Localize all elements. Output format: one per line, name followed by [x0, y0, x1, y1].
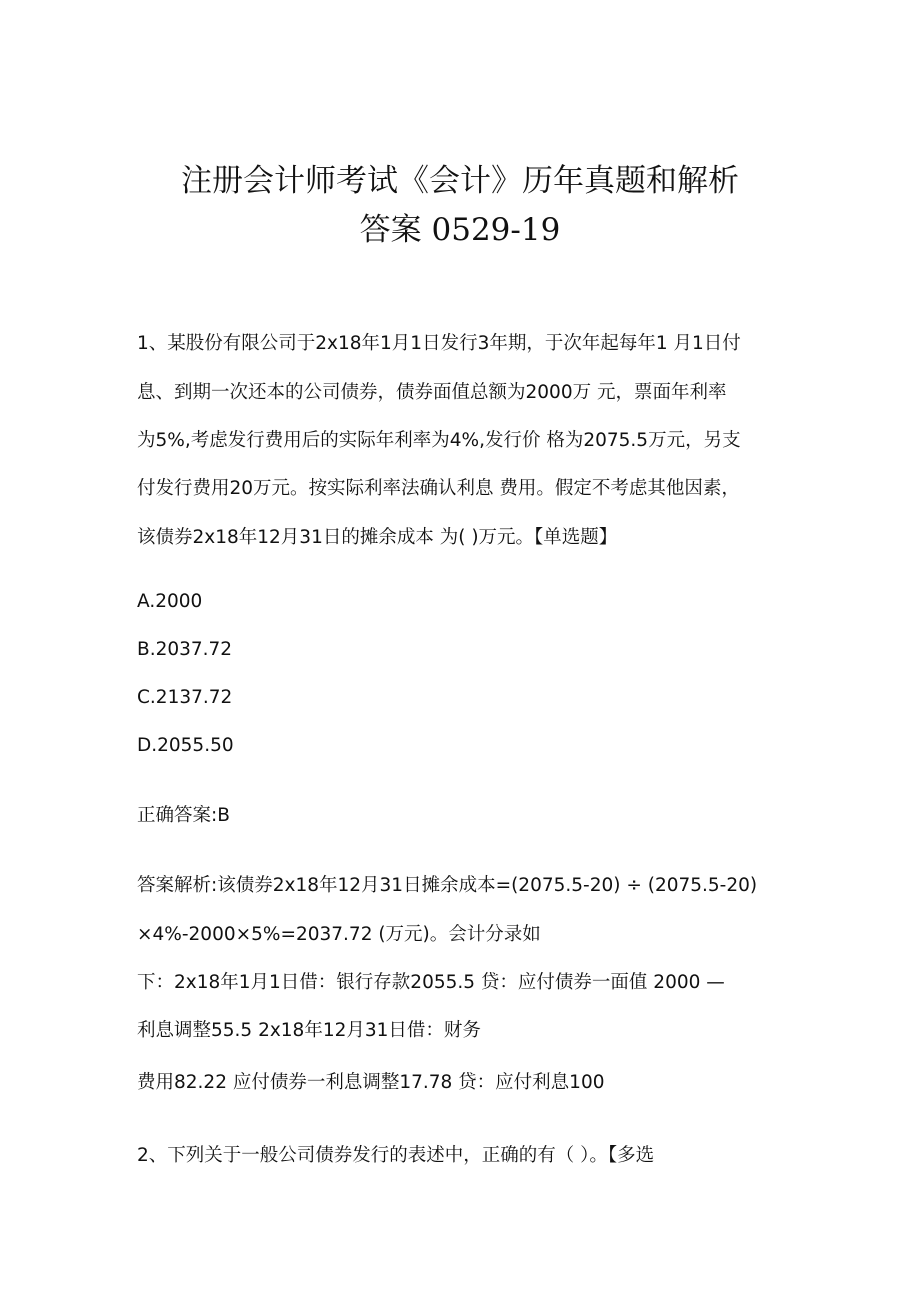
question-1-text-line: 付发行费用20万元。按实际利率法确认利息 费用。假定不考虑其他因素，	[137, 478, 740, 499]
option-d: D.2055.50	[137, 735, 234, 756]
question-1-text-line: 为5%,考虑发行费用后的实际年利率为4%,发行价 格为2075.5万元，另支	[137, 430, 741, 451]
document-title-line-2: 答案 0529-19	[359, 212, 561, 248]
answer-analysis-line: 下：2x18年1月1日借：银行存款2055.5 贷：应付债券一面值 2000 —	[137, 972, 725, 993]
question-1-text-line: 1、某股份有限公司于2x18年1月1日发行3年期，于次年起每年1 月1日付	[137, 333, 741, 354]
option-c: C.2137.72	[137, 687, 233, 708]
answer-analysis-line: 答案解析:该债券2x18年12月31日摊余成本=(2075.5-20) ÷ (2075.5-20)	[137, 875, 758, 896]
option-a: A.2000	[137, 591, 203, 612]
question-1-text-line: 息、到期一次还本的公司债券，债券面值总额为2000万 元，票面年利率	[137, 382, 727, 403]
answer-analysis-line: 费用82.22 应付债券一利息调整17.78 贷：应付利息100	[137, 1072, 605, 1093]
document-title-line-1: 注册会计师考试《会计》历年真题和解析	[181, 163, 739, 199]
question-2-text-line: 2、下列关于一般公司债券发行的表述中，正确的有（ ）。【多选	[137, 1145, 655, 1166]
answer-analysis-line: ×4%-2000×5%=2037.72 (万元)。会计分录如	[137, 924, 541, 945]
option-b: B.2037.72	[137, 639, 233, 660]
question-1-text-line: 该债券2x18年12月31日的摊余成本 为( )万元。【单选题】	[137, 527, 618, 548]
correct-answer: 正确答案:B	[137, 805, 230, 826]
answer-analysis-line: 利息调整55.5 2x18年12月31日借：财务	[137, 1020, 481, 1041]
